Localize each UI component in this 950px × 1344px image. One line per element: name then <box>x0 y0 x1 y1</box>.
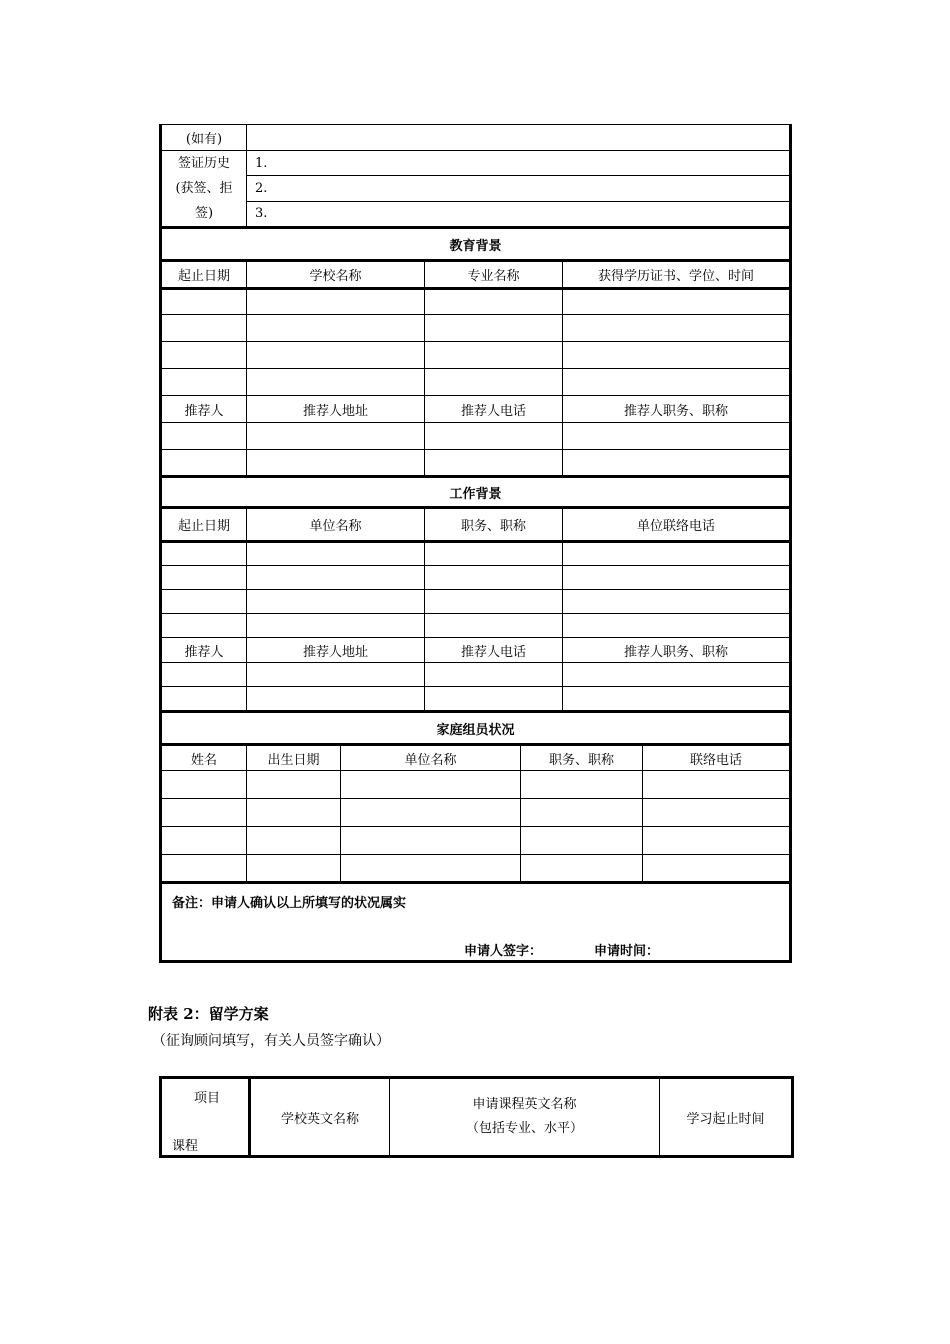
family-cell[interactable] <box>521 799 643 827</box>
edu-cell[interactable] <box>563 289 791 315</box>
edu-cell[interactable] <box>161 315 247 342</box>
work-cell[interactable] <box>425 590 563 614</box>
edu-cell[interactable] <box>247 342 425 369</box>
work-referee-cell[interactable] <box>563 663 791 687</box>
work-referee-cell[interactable] <box>563 687 791 712</box>
family-header-position: 职务、职称 <box>521 745 643 771</box>
work-referee-cell[interactable] <box>161 663 247 687</box>
work-cell[interactable] <box>247 614 425 638</box>
work-referee-title-header: 推荐人职务、职称 <box>563 638 791 663</box>
family-cell[interactable] <box>521 771 643 799</box>
edu-referee-title-header: 推荐人职务、职称 <box>563 396 791 423</box>
application-form-table <box>159 124 792 963</box>
family-header-phone: 联络电话 <box>643 745 791 771</box>
edu-referee-phone-header: 推荐人电话 <box>425 396 563 423</box>
edu-header-degree: 获得学历证书、学位、时间 <box>563 261 791 289</box>
school-english-name-header: 学校英文名称 <box>250 1078 390 1157</box>
work-cell[interactable] <box>247 566 425 590</box>
work-cell[interactable] <box>161 614 247 638</box>
edu-cell[interactable] <box>563 315 791 342</box>
corner-header-item: 项目 <box>194 1091 221 1106</box>
edu-cell[interactable] <box>425 369 563 396</box>
edu-referee-header: 推荐人 <box>161 396 247 423</box>
work-cell[interactable] <box>161 542 247 566</box>
family-cell[interactable] <box>643 799 791 827</box>
applicant-signature-label: 申请人签字： <box>464 944 543 959</box>
visa-label-line-3: 签) <box>194 206 214 221</box>
family-cell[interactable] <box>341 855 521 883</box>
work-header-position: 职务、职称 <box>425 508 563 542</box>
work-cell[interactable] <box>563 542 791 566</box>
visa-item-2[interactable]: 2. <box>247 176 791 201</box>
edu-cell[interactable] <box>247 369 425 396</box>
family-cell[interactable] <box>341 771 521 799</box>
work-referee-cell[interactable] <box>247 687 425 712</box>
family-cell[interactable] <box>643 855 791 883</box>
visa-history-label <box>161 151 247 228</box>
edu-cell[interactable] <box>563 342 791 369</box>
course-english-name-header <box>390 1078 660 1157</box>
family-cell[interactable] <box>521 827 643 855</box>
work-referee-cell[interactable] <box>425 663 563 687</box>
appendix-2-subtitle: （征询顾问填写，有关人员签字确认） <box>152 1033 390 1049</box>
work-cell[interactable] <box>563 566 791 590</box>
work-header-phone: 单位联络电话 <box>563 508 791 542</box>
family-cell[interactable] <box>643 771 791 799</box>
edu-referee-cell[interactable] <box>247 423 425 450</box>
family-cell[interactable] <box>247 827 341 855</box>
corner-header-course: 课程 <box>172 1139 199 1154</box>
family-cell[interactable] <box>341 827 521 855</box>
edu-cell[interactable] <box>563 369 791 396</box>
visa-label-line-2: (获签、拒 <box>175 181 233 196</box>
work-section-title: 工作背景 <box>161 477 791 508</box>
family-cell[interactable] <box>247 855 341 883</box>
edu-cell[interactable] <box>425 315 563 342</box>
edu-referee-cell[interactable] <box>425 423 563 450</box>
work-cell[interactable] <box>425 542 563 566</box>
family-cell[interactable] <box>161 771 247 799</box>
family-cell[interactable] <box>341 799 521 827</box>
family-cell[interactable] <box>247 799 341 827</box>
work-cell[interactable] <box>247 590 425 614</box>
course-header-line-1: 申请课程英文名称 <box>472 1097 577 1112</box>
work-cell[interactable] <box>563 590 791 614</box>
family-cell[interactable] <box>161 799 247 827</box>
family-cell[interactable] <box>161 827 247 855</box>
edu-cell[interactable] <box>161 369 247 396</box>
edu-referee-cell[interactable] <box>425 450 563 477</box>
edu-cell[interactable] <box>425 289 563 315</box>
work-header-employer: 单位名称 <box>247 508 425 542</box>
family-header-birthdate: 出生日期 <box>247 745 341 771</box>
edu-referee-cell[interactable] <box>563 450 791 477</box>
application-date-label: 申请时间： <box>594 944 660 959</box>
if-any-label: (如有) <box>161 125 247 151</box>
work-cell[interactable] <box>161 590 247 614</box>
corner-header-cell <box>161 1078 250 1157</box>
study-period-header: 学习起止时间 <box>660 1078 793 1157</box>
edu-header-dates: 起止日期 <box>161 261 247 289</box>
family-cell[interactable] <box>247 771 341 799</box>
family-cell[interactable] <box>643 827 791 855</box>
edu-cell[interactable] <box>161 289 247 315</box>
family-cell[interactable] <box>161 855 247 883</box>
work-cell[interactable] <box>425 566 563 590</box>
work-referee-address-header: 推荐人地址 <box>247 638 425 663</box>
family-header-name: 姓名 <box>161 745 247 771</box>
work-cell[interactable] <box>425 614 563 638</box>
work-cell[interactable] <box>161 566 247 590</box>
edu-referee-cell[interactable] <box>161 450 247 477</box>
course-header-line-2: （包括专业、水平） <box>465 1121 583 1136</box>
family-cell[interactable] <box>521 855 643 883</box>
edu-cell[interactable] <box>247 289 425 315</box>
note-text: 备注：申请人确认以上所填写的状况属实 <box>172 896 407 911</box>
visa-item-1[interactable]: 1. <box>247 151 791 176</box>
note-section <box>161 883 791 962</box>
edu-referee-address-header: 推荐人地址 <box>247 396 425 423</box>
edu-header-school: 学校名称 <box>247 261 425 289</box>
work-header-dates: 起止日期 <box>161 508 247 542</box>
work-referee-phone-header: 推荐人电话 <box>425 638 563 663</box>
work-referee-cell[interactable] <box>247 663 425 687</box>
education-section-title: 教育背景 <box>161 228 791 261</box>
appendix-2-title: 附表 2：留学方案 <box>148 1005 269 1023</box>
work-referee-cell[interactable] <box>161 687 247 712</box>
family-header-employer: 单位名称 <box>341 745 521 771</box>
edu-referee-cell[interactable] <box>247 450 425 477</box>
edu-cell[interactable] <box>425 342 563 369</box>
family-section-title: 家庭组员状况 <box>161 712 791 745</box>
work-referee-header: 推荐人 <box>161 638 247 663</box>
edu-cell[interactable] <box>247 315 425 342</box>
study-plan-table <box>159 1076 794 1158</box>
visa-label-line-1: 签证历史 <box>177 156 230 171</box>
work-cell[interactable] <box>563 614 791 638</box>
edu-referee-cell[interactable] <box>563 423 791 450</box>
edu-cell[interactable] <box>161 342 247 369</box>
edu-header-major: 专业名称 <box>425 261 563 289</box>
edu-referee-cell[interactable] <box>161 423 247 450</box>
visa-item-3[interactable]: 3. <box>247 201 791 227</box>
work-cell[interactable] <box>247 542 425 566</box>
work-referee-cell[interactable] <box>425 687 563 712</box>
if-any-field[interactable] <box>247 125 791 151</box>
